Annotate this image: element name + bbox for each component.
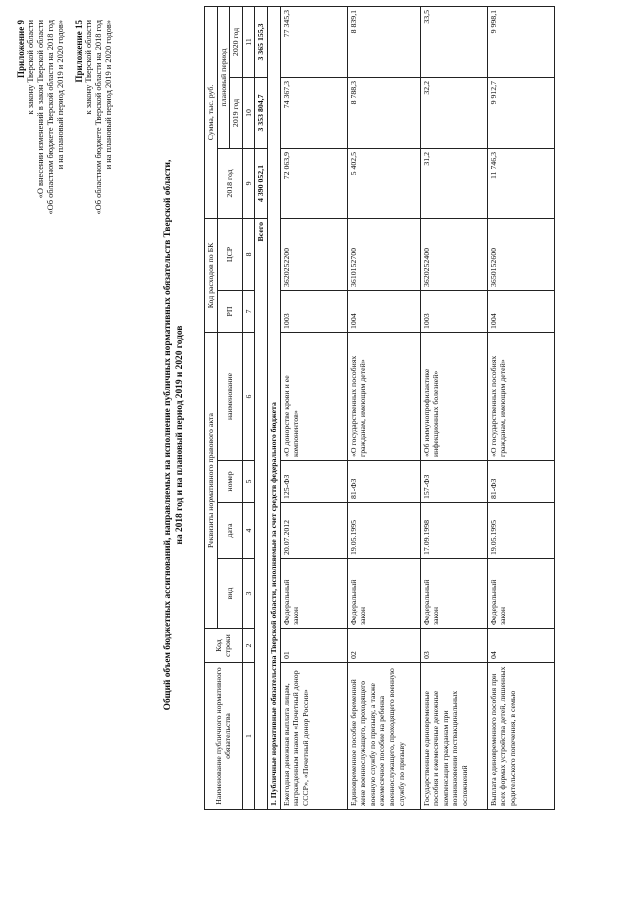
section-row	[267, 6, 280, 809]
row-number: 125-ФЗ	[280, 461, 347, 503]
appendix-9-line: к закону Тверской области	[26, 20, 35, 115]
header-2019: 2019 год	[230, 77, 243, 148]
row-kind: Федеральный закон	[420, 559, 487, 629]
row-2018: 5 402,5	[347, 148, 420, 218]
appendix-9-line: «Об областном бюджете Тверской области на 2018 год	[46, 20, 55, 215]
row-kind: Федеральный закон	[280, 559, 347, 629]
column-number: 5	[242, 461, 255, 503]
row-date: 19.05.1995	[487, 503, 554, 559]
total-2019: 3 353 804,7	[255, 77, 268, 148]
column-number: 2	[242, 629, 255, 663]
header-2018: 2018 год	[217, 148, 242, 218]
row-rz: 1003	[420, 290, 487, 332]
header-sum: Сумма, тыс. руб.	[205, 6, 218, 218]
row-number: 81-ФЗ	[347, 461, 420, 503]
row-kind: Федеральный закон	[487, 559, 554, 629]
row-code: 04	[487, 629, 554, 663]
header-number: номер	[217, 461, 242, 503]
column-number: 11	[242, 6, 255, 77]
appendix-15-title: Приложение 15	[74, 20, 84, 83]
header-kind: вид	[217, 559, 242, 629]
row-2020: 33,5	[420, 6, 487, 77]
row-2018: 11 746,3	[487, 148, 554, 218]
row-date: 19.05.1995	[347, 503, 420, 559]
header-plan: плановый период	[217, 6, 230, 148]
table-row	[487, 6, 554, 809]
total-label: Всего	[255, 218, 268, 809]
row-2019: 9 912,7	[487, 77, 554, 148]
row-title: «О государственных пособиях гражданам, имеющим детей»	[347, 332, 420, 460]
row-kind: Федеральный закон	[347, 559, 420, 629]
header-rz: РП	[217, 290, 242, 332]
header-csr: ЦСР	[217, 218, 242, 290]
appendix-15-line: и на плановый период 2019 и 2020 годов»	[104, 20, 113, 170]
row-title: «Об иммунопрофилактике инфекционных болезней»	[420, 332, 487, 460]
section-title: 1. Публичные нормативные обязательства Тверской области, исполняемые за счет средств федерального бюджета	[267, 6, 280, 809]
appendix-9-line: и на плановый период 2019 и 2020 годов»	[56, 20, 65, 170]
row-csr: 3620252200	[280, 218, 347, 290]
header-row-1	[205, 6, 218, 809]
row-2018: 72 063,9	[280, 148, 347, 218]
column-numbers-row	[242, 6, 255, 809]
row-number: 81-ФЗ	[487, 461, 554, 503]
document-title-line1: Общий объем бюджетных ассигнований, направляемых на исполнение публичных нормативных обязательств Тверской области,	[163, 159, 173, 711]
row-date: 20.07.2012	[280, 503, 347, 559]
appendix-9-line: «О внесении изменений в закон Тверской области	[36, 20, 45, 199]
row-2020: 9 998,1	[487, 6, 554, 77]
row-code: 02	[347, 629, 420, 663]
header-2020: 2020 год	[230, 6, 243, 77]
row-2019: 32,2	[420, 77, 487, 148]
row-csr: 3620252400	[420, 218, 487, 290]
row-code: 03	[420, 629, 487, 663]
row-title: «О государственных пособиях гражданам, имеющим детей»	[487, 332, 554, 460]
row-2019: 74 367,3	[280, 77, 347, 148]
column-number: 6	[242, 332, 255, 460]
column-number: 9	[242, 148, 255, 218]
document-title	[162, 85, 186, 785]
column-number: 7	[242, 290, 255, 332]
appendix-15-block	[74, 20, 114, 265]
appendix-15-line: «Об областном бюджете Тверской области на 2018 год	[94, 20, 103, 215]
total-row	[255, 6, 268, 809]
row-title: «О донорстве крови и ее компонентов»	[280, 332, 347, 460]
header-name: Наименование публичного нормативного обязательства	[205, 663, 243, 810]
header-title: наименование	[217, 332, 242, 460]
row-rz: 1003	[280, 290, 347, 332]
row-csr: 3650152600	[487, 218, 554, 290]
column-number: 4	[242, 503, 255, 559]
row-2018: 31,2	[420, 148, 487, 218]
table-row	[420, 6, 487, 809]
row-name: Государственные единовременные пособия и ежемесячные денежные компенсации гражданам при возникновении поствакцинальных осложнений	[420, 663, 487, 810]
row-name: Выплата единовременного пособия при всех формах устройства детей, лишенных родительского попечения, в семью	[487, 663, 554, 810]
row-code: 01	[280, 629, 347, 663]
header-code: Код строки	[205, 629, 243, 663]
appendix-9-title: Приложение 9	[16, 20, 26, 79]
row-number: 157-ФЗ	[420, 461, 487, 503]
header-requisites: Реквизиты нормативного правового акта	[205, 332, 218, 628]
column-number: 8	[242, 218, 255, 290]
row-2019: 8 788,3	[347, 77, 420, 148]
row-2020: 8 839,1	[347, 6, 420, 77]
header-bk: Код расходов по БК	[205, 218, 218, 332]
table-row	[280, 6, 347, 809]
column-number: 1	[242, 663, 255, 810]
appendix-9-block	[16, 20, 66, 265]
row-name: Единовременное пособие беременной жене военнослужащего, проходящего военную службу по призыву, а также ежемесячное пособие на ребенка военнослужащего, проходящего военную службу по призыву	[347, 663, 420, 810]
document-title-line2: на 2018 год и на плановый период 2019 и 2020 годов	[175, 325, 185, 545]
total-2018: 4 390 052,1	[255, 148, 268, 218]
column-number: 10	[242, 77, 255, 148]
table-row	[347, 6, 420, 809]
row-2020: 77 345,3	[280, 6, 347, 77]
header-date: дата	[217, 503, 242, 559]
row-name: Ежегодная денежная выплата лицам, награжденным знаком «Почетный донор СССР», «Почетный донор России»	[280, 663, 347, 810]
row-rz: 1004	[487, 290, 554, 332]
row-csr: 3610152700	[347, 218, 420, 290]
total-2020: 3 365 155,3	[255, 6, 268, 77]
obligations-table	[204, 6, 555, 810]
appendix-15-line: к закону Тверской области	[84, 20, 93, 115]
column-number: 3	[242, 559, 255, 629]
row-date: 17.09.1998	[420, 503, 487, 559]
row-rz: 1004	[347, 290, 420, 332]
